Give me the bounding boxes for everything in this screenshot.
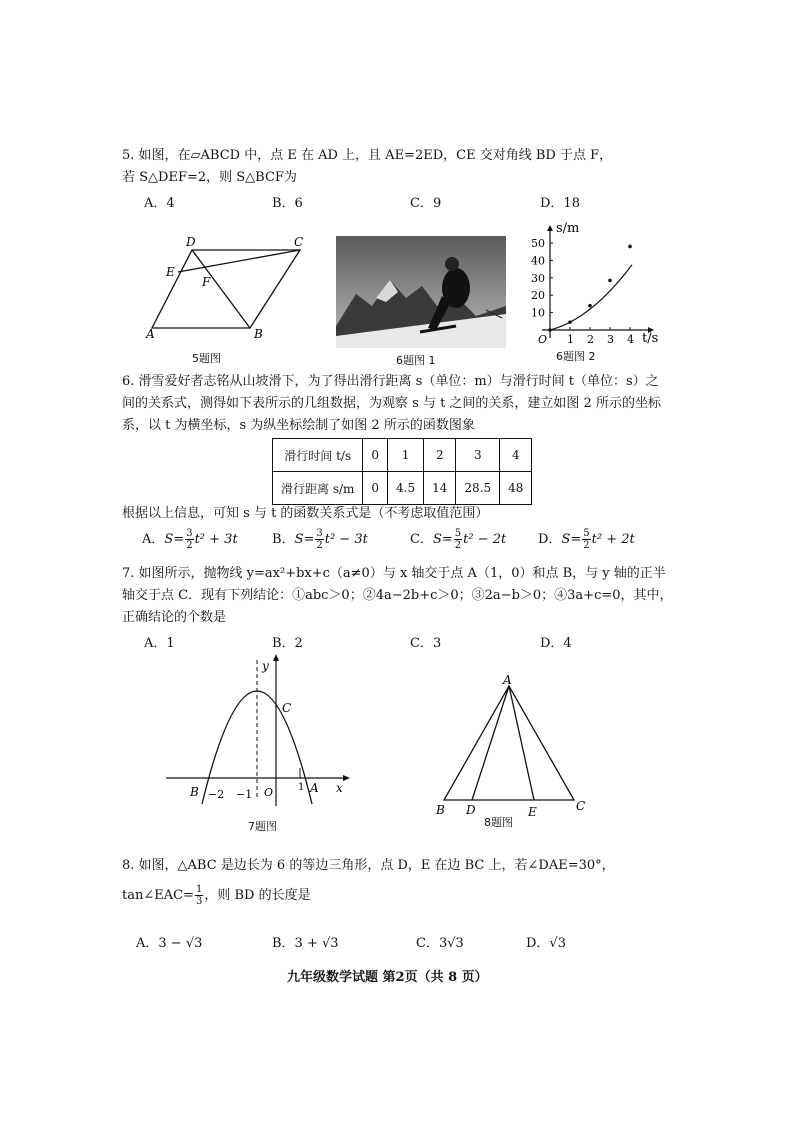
q6-line2: 间的关系式，测得如下表所示的几组数据，为观察 s 与 t 之间的关系，建立如图 2 所示的坐标 (122, 396, 661, 411)
data-point (548, 328, 552, 332)
q5-label-a: A (146, 327, 155, 341)
series-line (550, 265, 632, 330)
option-label: D． (538, 532, 562, 547)
table-row (273, 439, 532, 472)
q6-option-d (538, 528, 635, 551)
q8-label-c: C (576, 799, 586, 813)
table-cell: 4.5 (388, 472, 424, 505)
fraction (195, 884, 203, 907)
q7-label-one: 1 (298, 782, 305, 793)
q7-label-c: C (282, 701, 292, 715)
fraction-denominator: 2 (583, 540, 590, 551)
option-lhs: S= (432, 532, 453, 547)
fraction-numerator: 1 (195, 884, 203, 895)
table-cell: 14 (424, 472, 456, 505)
table-cell: 2 (424, 439, 456, 472)
q8-option-d: D．√3 (526, 936, 566, 951)
q5-option-c: C．9 (410, 196, 442, 211)
q7-option-c: C．3 (410, 636, 442, 651)
x-tick-label: 2 (587, 333, 594, 346)
q6-question: 根据以上信息，可知 s 与 t 的函数关系式是（不考虑取值范围） (122, 506, 489, 521)
skier-photo (336, 236, 506, 348)
q5-line2: 若 S△DEF=2，则 S△BCF为 (122, 170, 297, 185)
q6-option-b (272, 528, 368, 551)
q6-option-a (142, 528, 238, 551)
option-rhs: t² + 3t (194, 532, 238, 547)
q5-line1: 5. 如图，在▱ABCD 中，点 E 在 AD 上，且 AE=2ED，CE 交对角线 BD 于点 F， (122, 148, 613, 163)
q6-line3: 系，以 t 为横坐标，s 为纵坐标绘制了如图 2 所示的函数图象 (122, 418, 475, 433)
q8-option-c: C．3√3 (416, 936, 464, 951)
page-footer: 九年级数学试题 第2页（共 8 页） (287, 970, 488, 985)
table-cell: 3 (456, 439, 500, 472)
q7-label-y: y (262, 659, 269, 673)
q5-label-e: E (166, 265, 175, 279)
fraction-numerator: 3 (186, 528, 193, 539)
fraction (315, 528, 323, 551)
q7-option-a: A．1 (144, 636, 175, 651)
q7-line3: 正确结论的个数是 (122, 610, 227, 625)
q5-option-d: D．18 (540, 196, 580, 211)
q5-option-b: B．6 (272, 196, 303, 211)
q7-option-d: D．4 (540, 636, 572, 651)
q8-figure (430, 672, 590, 822)
table-cell: 0 (363, 472, 388, 505)
s-t-chart (528, 216, 668, 356)
q8-label-a: A (503, 673, 512, 687)
y-tick-label: 50 (531, 237, 545, 250)
q8-label-d: D (466, 803, 476, 817)
q8-line2-pre: tan∠EAC= (122, 888, 194, 903)
fraction-denominator: 3 (195, 896, 203, 907)
fraction-denominator: 2 (316, 540, 323, 551)
y-tick-label: 10 (531, 306, 545, 320)
q5-option-a: A．4 (144, 196, 175, 211)
origin-label: O (538, 333, 548, 346)
q6-line1: 6. 滑雪爱好者志铭从山坡滑下，为了得出滑行距离 s（单位：m）与滑行时间 t（单位：s）之 (122, 374, 659, 389)
q8-option-a: A．3 − √3 (136, 936, 203, 951)
fraction-numerator: 5 (583, 528, 590, 539)
option-rhs: t² − 3t (324, 532, 368, 547)
q8-line2 (122, 884, 311, 907)
q7-label-minus1: −1 (236, 788, 253, 801)
y-axis-arrow (547, 225, 553, 231)
fraction (185, 528, 193, 551)
q7-figure (160, 650, 360, 810)
q7-label-a: A (310, 781, 319, 795)
q7-option-b: B．2 (272, 636, 303, 651)
data-point (568, 320, 572, 324)
y-axis-label: s/m (556, 221, 580, 236)
option-lhs: S= (294, 532, 315, 547)
option-lhs: S= (561, 532, 582, 547)
data-point (608, 279, 612, 283)
q8-line1: 8. 如图，△ABC 是边长为 6 的等边三角形，点 D，E 在边 BC 上，若∠DAE=30°， (122, 858, 615, 873)
y-tick-label: 40 (531, 254, 545, 268)
fraction (582, 528, 590, 551)
q5-label-c: C (294, 235, 304, 249)
table-header-time: 滑行时间 t/s (273, 439, 363, 472)
q7-label-x: x (336, 781, 343, 795)
table-header-distance: 滑行距离 s/m (273, 472, 363, 505)
fraction-numerator: 5 (454, 528, 462, 539)
option-label: C． (410, 532, 433, 547)
q7-label-o: O (264, 786, 274, 799)
q7-label-b: B (190, 785, 199, 799)
table-cell: 28.5 (456, 472, 500, 505)
table-cell: 4 (500, 439, 532, 472)
table-row (273, 472, 532, 505)
q5-label-d: D (186, 235, 196, 249)
option-lhs: S= (164, 532, 185, 547)
fraction-numerator: 3 (316, 528, 323, 539)
q8-line2-post: ，则 BD 的长度是 (204, 888, 311, 903)
q8-caption: 8题图 (484, 816, 513, 829)
q5-caption: 5题图 (192, 352, 221, 365)
table-cell: 0 (363, 439, 388, 472)
q5-label-f: F (202, 275, 211, 289)
data-point (588, 304, 592, 308)
x-tick-label: 4 (627, 333, 634, 346)
q8-label-e: E (528, 805, 537, 819)
data-point (628, 245, 632, 249)
q6-data-table (272, 438, 532, 505)
x-tick-label: 1 (567, 333, 574, 346)
q7-line2: 轴交于点 C．现有下列结论：①abc＞0；②4a−2b+c＞0；③2a−b＞0；④3a+c=0，其中， (122, 588, 673, 603)
q8-option-b: B．3 + √3 (272, 936, 339, 951)
q8-label-b: B (436, 803, 445, 817)
table-cell: 48 (500, 472, 532, 505)
x-tick-label: 3 (607, 333, 614, 346)
option-label: B． (272, 532, 295, 547)
q7-label-minus2: −2 (208, 788, 225, 801)
y-tick-label: 20 (531, 289, 545, 303)
option-label: A． (142, 532, 165, 547)
fraction-denominator: 2 (454, 540, 462, 551)
option-rhs: t² + 2t (591, 532, 635, 547)
q5-figure (140, 234, 320, 344)
option-rhs: t² − 2t (463, 532, 507, 547)
fraction (454, 528, 462, 551)
fraction-denominator: 2 (186, 540, 193, 551)
table-cell: 1 (388, 439, 424, 472)
x-axis-label: t/s (642, 331, 659, 346)
y-tick-label: 30 (531, 271, 545, 285)
fig6-caption1: 6题图 1 (396, 354, 436, 367)
q6-option-c (410, 528, 506, 551)
q7-line1: 7. 如图所示，抛物线 y=ax²+bx+c（a≠0）与 x 轴交于点 A（1，0）和点 B，与 y 轴的正半 (122, 566, 666, 581)
q5-label-b: B (254, 327, 263, 341)
q7-caption: 7题图 (248, 820, 277, 833)
fig6-caption2: 6题图 2 (556, 350, 596, 363)
